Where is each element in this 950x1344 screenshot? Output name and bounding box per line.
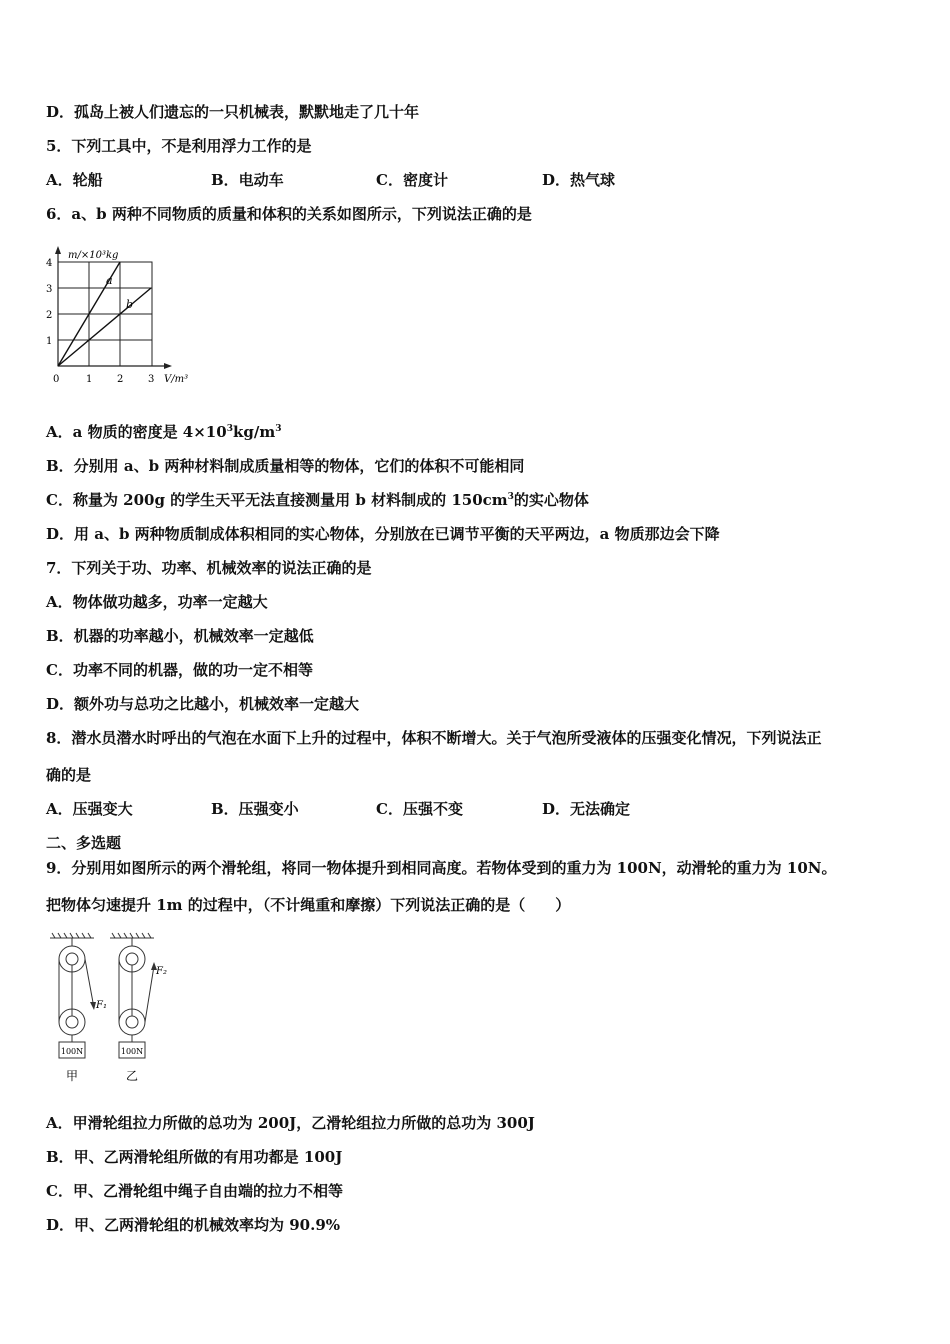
ceiling-right	[110, 933, 154, 938]
jia-label: 甲	[65, 1069, 79, 1083]
q9-option-a: A．甲滑轮组拉力所做的总功为 200J，乙滑轮组拉力所做的总功为 300J	[46, 1114, 535, 1132]
series-b-label: b	[126, 298, 134, 311]
x-axis-arrow	[164, 363, 172, 369]
x-tick-2: 2	[117, 374, 124, 385]
q6-option-a-text: A．a 物质的密度是 4×10	[46, 423, 227, 441]
yi-weight-label: 100N	[120, 1047, 144, 1056]
series-b-line	[58, 288, 151, 366]
jia-rope-free	[85, 959, 94, 1008]
q8-option-b: B．压强变小	[211, 800, 299, 818]
yi-force-label: F₂	[156, 966, 167, 977]
q7-option-b: B．机器的功率越小，机械效率一定越低	[46, 627, 314, 645]
q5-option-c: C．密度计	[376, 171, 448, 189]
yi-rope-free	[145, 966, 154, 1022]
q7-option-d: D．额外功与总功之比越小，机械效率一定越大	[46, 695, 360, 713]
q8-option-c: C．压强不变	[376, 800, 463, 818]
q5-stem: 5．下列工具中，不是利用浮力工作的是	[46, 137, 312, 155]
x-tick-3: 3	[148, 374, 155, 385]
q5-option-b: B．电动车	[211, 171, 284, 189]
q6-option-b: B．分别用 a、b 两种材料制成质量相等的物体，它们的体积不可能相同	[46, 457, 525, 475]
y-axis-arrow	[55, 246, 61, 254]
q6-option-a-sup2: 3	[275, 424, 282, 434]
q6-option-c-tail: 的实心物体	[513, 491, 589, 509]
x-tick-1: 1	[86, 374, 93, 385]
q6-mass-volume-chart	[40, 236, 210, 396]
y-tick-1: 1	[46, 336, 53, 347]
y-tick-4: 4	[46, 258, 53, 269]
q6-option-a	[46, 422, 281, 442]
q8-option-d: D．无法确定	[542, 800, 631, 818]
q9-option-d: D．甲、乙两滑轮组的机械效率均为 90.9%	[46, 1216, 341, 1234]
q9-stem-line1: 9．分别用如图所示的两个滑轮组，将同一物体提升到相同高度。若物体受到的重力为 100N，动滑轮的重力为 10N。	[46, 859, 837, 877]
q6-option-c-text: C．称量为 200g 的学生天平无法直接测量用 b 材料制成的 150cm	[46, 491, 508, 509]
q7-stem: 7．下列关于功、功率、机械效率的说法正确的是	[46, 559, 372, 577]
jia-fixed-pulley-hub	[66, 953, 78, 965]
jia-movable-pulley-hub	[66, 1016, 78, 1028]
q6-option-d: D．用 a、b 两种物质制成体积相同的实心物体，分别放在已调节平衡的天平两边，a 物质那边会下降	[46, 525, 720, 543]
q6-option-c	[46, 490, 589, 510]
yi-fixed-pulley-hub	[126, 953, 138, 965]
q6-option-a-unit: kg/m	[232, 423, 276, 441]
q9-option-c: C．甲、乙滑轮组中绳子自由端的拉力不相等	[46, 1182, 343, 1200]
chart-ylabel: m/×10³kg	[68, 250, 119, 261]
q9-stem-line2: 把物体匀速提升 1m 的过程中，（不计绳重和摩擦）下列说法正确的是（ ）	[46, 896, 571, 914]
q5-option-d: D．热气球	[542, 171, 616, 189]
q7-option-a: A．物体做功越多，功率一定越大	[46, 593, 268, 611]
q6-option-c-sup: 3	[507, 492, 514, 502]
series-a-label: a	[106, 274, 113, 287]
chart-xlabel: V/m³	[164, 374, 189, 385]
jia-weight-label: 100N	[60, 1047, 84, 1056]
q8-stem-line1: 8．潜水员潜水时呼出的气泡在水面下上升的过程中，体积不断增大。关于气泡所受液体的压强变化情况，下列说法正	[46, 729, 822, 747]
q8-stem-line2: 确的是	[46, 766, 92, 784]
chart-origin: 0	[53, 374, 60, 385]
yi-label: 乙	[125, 1069, 139, 1083]
jia-force-label: F₁	[96, 1000, 107, 1011]
q9-option-b: B．甲、乙两滑轮组所做的有用功都是 100J	[46, 1148, 343, 1166]
q6-option-a-sup1: 3	[226, 424, 233, 434]
chart-grid	[58, 262, 152, 366]
q8-option-a: A．压强变大	[46, 800, 133, 818]
q9-pulley-figure	[42, 930, 192, 1090]
y-tick-2: 2	[46, 310, 53, 321]
section-title: 二、多选题	[46, 834, 122, 852]
yi-movable-pulley-hub	[126, 1016, 138, 1028]
y-tick-3: 3	[46, 284, 53, 295]
q6-stem: 6．a、b 两种不同物质的质量和体积的关系如图所示，下列说法正确的是	[46, 205, 532, 223]
q4-option-d: D．孤岛上被人们遗忘的一只机械表，默默地走了几十年	[46, 103, 420, 121]
q7-option-c: C．功率不同的机器，做的功一定不相等	[46, 661, 313, 679]
q5-option-a: A．轮船	[46, 171, 103, 189]
ceiling-left	[50, 933, 94, 938]
